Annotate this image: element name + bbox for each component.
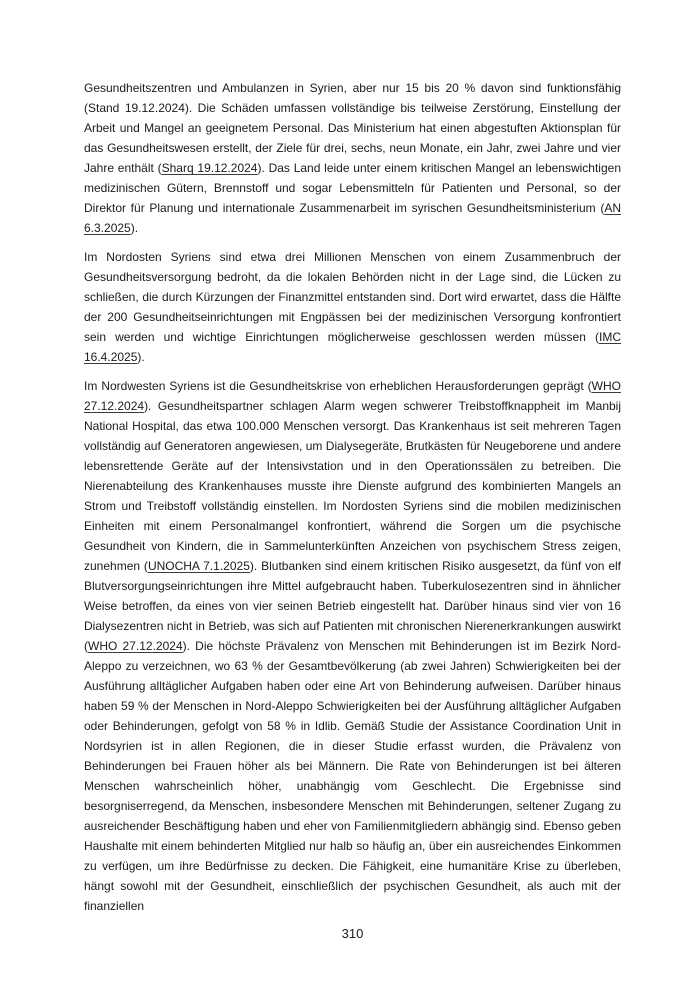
page-footer xyxy=(84,924,621,944)
source-reference-link[interactable]: Sharq 19.12.2024 xyxy=(161,161,258,175)
page-number: 310 xyxy=(341,926,364,941)
text-run: Gesundheitszentren und Ambulanzen in Syrien, aber nur 15 bis 20 % davon sind funktionsfähig (Stand 19.12.2024). Die Schäden umfassen vollständige bis teilweise Zerstörung, Einstellung der Arbeit und Mangel an geeignetem Personal. Das Ministerium hat einen abgestuften Aktionsplan für das Gesundheitswesen erstellt, der Ziele für drei, sechs, neun Monate, ein Jahr, zwei Jahre und vier Jahre enthält ( xyxy=(84,81,621,175)
text-run: Im Nordosten Syriens sind etwa drei Millionen Menschen von einem Zusammenbruch der Gesundheitsversorgung bedroht, da die lokalen Behörden nicht in der Lage sind, die Lücken zu schließen, die durch Kürzungen der Finanzmittel entstanden sind. Dort wird erwartet, dass die Hälfte der 200 Gesundheitseinrichtungen mit Engpässen bei der medizinischen Versorgung konfrontiert sein werden und wichtige Einrichtungen möglicherweise geschlossen werden müssen ( xyxy=(84,250,621,344)
document-text xyxy=(84,78,621,925)
paragraph xyxy=(84,376,621,916)
paragraph xyxy=(84,78,621,238)
text-run: ). Blutbanken sind einem kritischen Risiko ausgesetzt, da fünf von elf Blutversorgungseinrichtungen ihre Mittel aufgebraucht haben. Tuberkulosezentren sind in ähnlicher Weise betroffen, da eines von vier seinen Betrieb eingestellt hat. Darüber hinaus sind vier von 16 Dialysezentren nicht in Betrieb, was sich auf Patienten mit chronischen Nierenerkrankungen auswirkt ( xyxy=(84,559,622,653)
text-run: ). Die höchste Prävalenz von Menschen mit Behinderungen ist im Bezirk Nord-Aleppo zu verzeichnen, wo 63 % der Gesamtbevölkerung (ab zwei Jahren) Schwierigkeiten bei der Ausführung alltäglicher Aufgaben haben oder eine Art von Behinderung aufweisen. Darüber hinaus haben 59 % der Menschen in Nord-Aleppo Schwierigkeiten bei der Ausführung alltäglicher Aufgaben oder Behinderungen, gefolgt von 58 % in Idlib. Gemäß Studie der Assistance Coordination Unit in Nordsyrien ist in allen Regionen, die in dieser Studie erfasst wurden, die Prävalenz von Behinderungen bei Frauen höher als bei Männern. Die Rate von Behinderungen ist bei älteren Menschen wahrscheinlich höher, unabhängig vom Geschlecht. Die Ergebnisse sind besorgniserregend, da Menschen, insbesondere Menschen mit Behinderungen, seltener Zugang zu ausreichender Beschäftigung haben und eher von Familienmitgliedern abhängig sind. Ebenso geben Haushalte mit einem behinderten Mitglied nur halb so häufig an, über ein ausreichendes Einkommen zu verfügen, um ihre Bedürfnisse zu decken. Die Fähigkeit, eine humanitäre Krise zu überleben, hängt sowohl mit der Gesundheit, einschließlich der psychischen Gesundheit, als auch mit der finanziellen xyxy=(84,639,622,913)
source-reference-link[interactable]: UNOCHA 7.1.2025 xyxy=(147,559,250,573)
text-run: Im Nordwesten Syriens ist die Gesundheitskrise von erheblichen Herausforderungen geprägt ( xyxy=(84,379,592,393)
source-reference-link[interactable]: WHO 27.12.2024 xyxy=(84,379,621,413)
text-run: ). xyxy=(130,221,139,235)
text-run: ). Gesundheitspartner schlagen Alarm wegen schwerer Treibstoffknappheit im Manbij National Hospital, das etwa 100.000 Menschen versorgt. Das Krankenhaus ist seit mehreren Tagen vollständig auf Generatoren angewiesen, um Dialysegeräte, Brutkästen für Neugeborene und andere lebensrettende Geräte auf der Intensivstation und in den Operationssälen zu betreiben. Die Nierenabteilung des Krankenhauses musste ihre Dienste aufgrund des kombinierten Mangels an Strom und Treibstoff vollständig einstellen. Im Nordosten Syriens sind die mobilen medizinischen Einheiten mit einem Personalmangel konfrontiert, während die Sorgen um die psychische Gesundheit von Kindern, die in Sammelunterkünften Anzeichen von psychischem Stress zeigen, zunehmen ( xyxy=(84,399,621,573)
text-run: ). xyxy=(137,350,145,364)
source-reference-link[interactable]: WHO 27.12.2024 xyxy=(88,639,183,653)
text-run: ). Das Land leide unter einem kritischen Mangel an lebenswichtigen medizinischen Gütern, Brennstoff und sogar Lebensmitteln für Patienten und Personal, so der Direktor für Planung und internationale Zusammenarbeit im syrischen Gesundheitsministerium ( xyxy=(84,161,621,215)
paragraph xyxy=(84,247,621,367)
source-reference-link[interactable]: AN 6.3.2025 xyxy=(84,201,621,235)
source-reference-link[interactable]: IMC 16.4.2025 xyxy=(84,330,621,364)
